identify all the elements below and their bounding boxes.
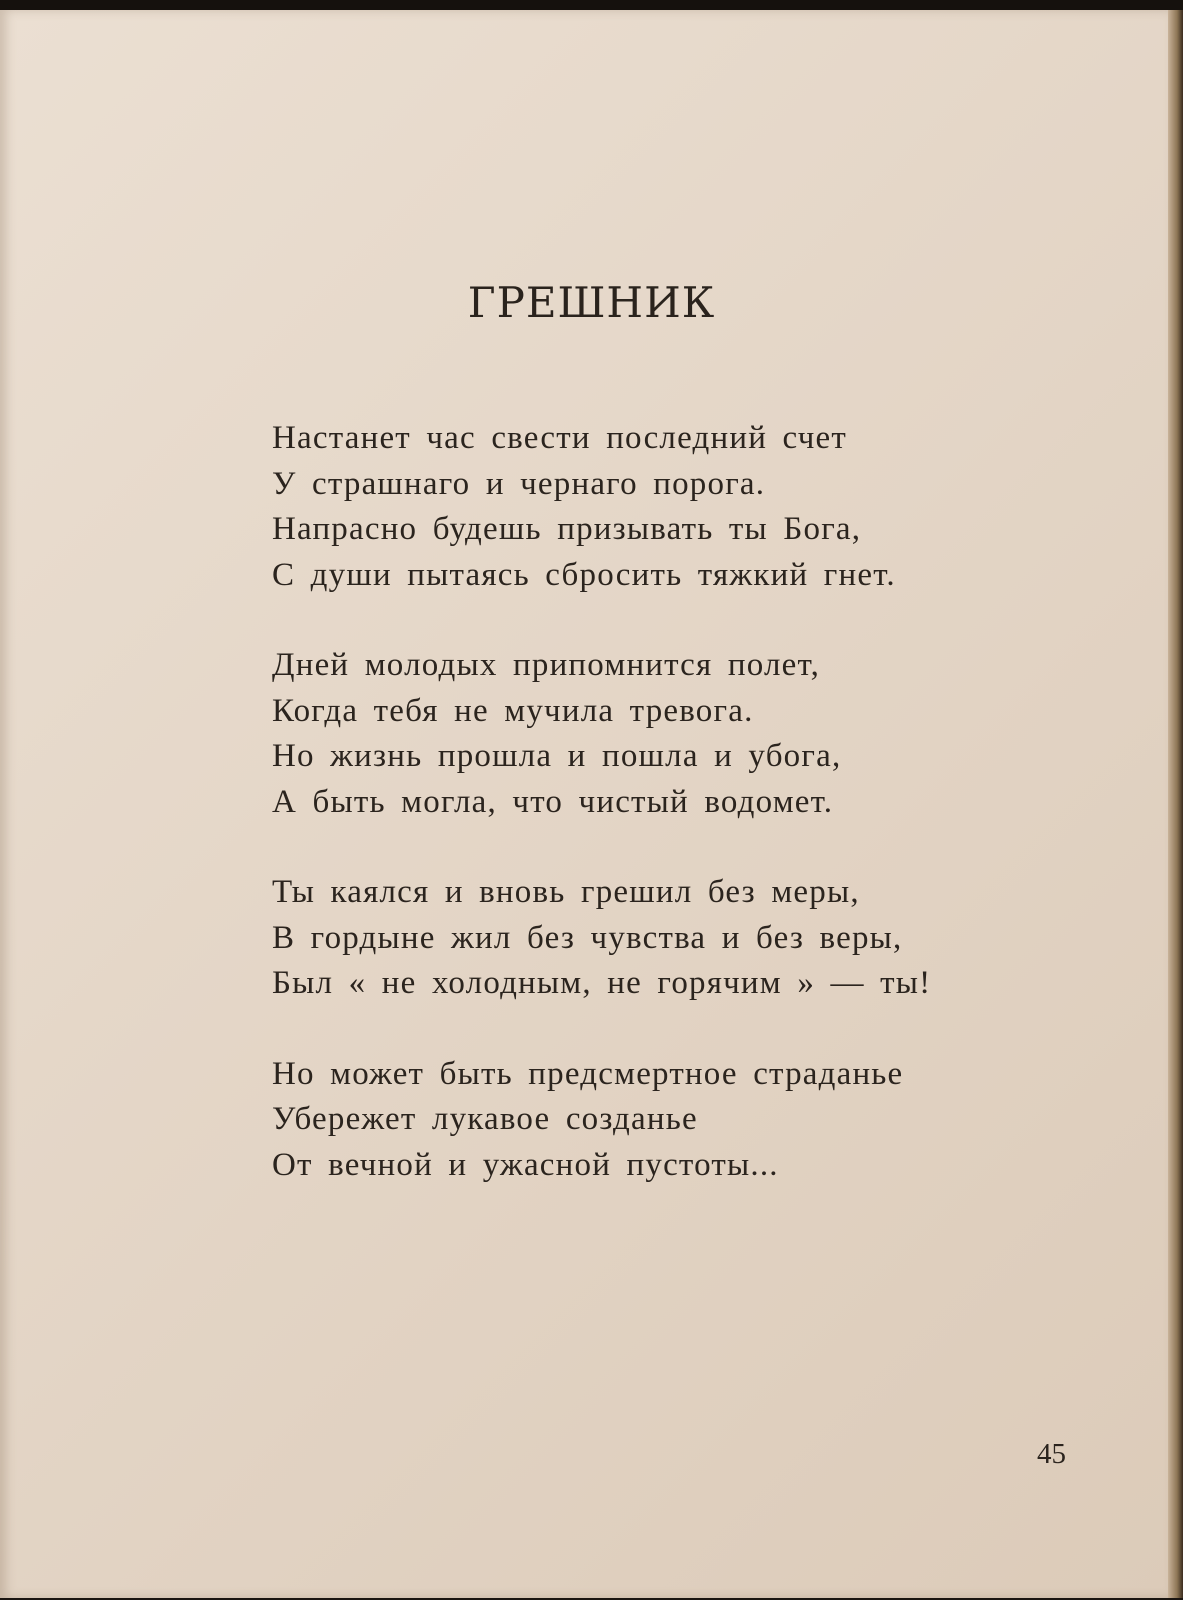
poem-line: А быть могла, что чистый водомет.: [272, 783, 834, 820]
poem-line: Напрасно будешь призывать ты Бога,: [272, 511, 862, 547]
poem-line: С души пытаясь сбросить тяжкий гнет.: [272, 556, 896, 593]
stanza-3: [272, 874, 931, 1011]
poem-line: У страшнаго и чернаго порога.: [272, 465, 766, 502]
page-edge: [1168, 10, 1183, 1598]
page-number: 45: [1037, 1438, 1066, 1470]
poem-line: Убережет лукавое созданье: [272, 1101, 698, 1137]
poem-body: [272, 420, 931, 1237]
poem-line: Был « не холодным, не горячим » — ты!: [272, 965, 932, 1001]
stanza-2: [272, 647, 931, 829]
stanza-4: [272, 1056, 931, 1193]
poem-line: Ты каялся и вновь грешил без меры,: [272, 874, 860, 910]
poem-title: ГРЕШНИК: [467, 278, 716, 327]
poem-line: Но жизнь прошла и пошла и убога,: [272, 738, 842, 774]
poem-line: Дней молодых припомнится полет,: [272, 647, 821, 683]
poem-line: Но может быть предсмертное страданье: [272, 1055, 904, 1092]
poem-line: От вечной и ужасной пустоты...: [272, 1146, 779, 1183]
stanza-1: [272, 420, 931, 602]
poem-line: В гордыне жил без чувства и без веры,: [272, 919, 903, 956]
poem-line: Настанет час свести последний счет: [272, 420, 847, 456]
top-edge: [0, 0, 1183, 10]
poem-line: Когда тебя не мучила тревога.: [272, 692, 754, 729]
